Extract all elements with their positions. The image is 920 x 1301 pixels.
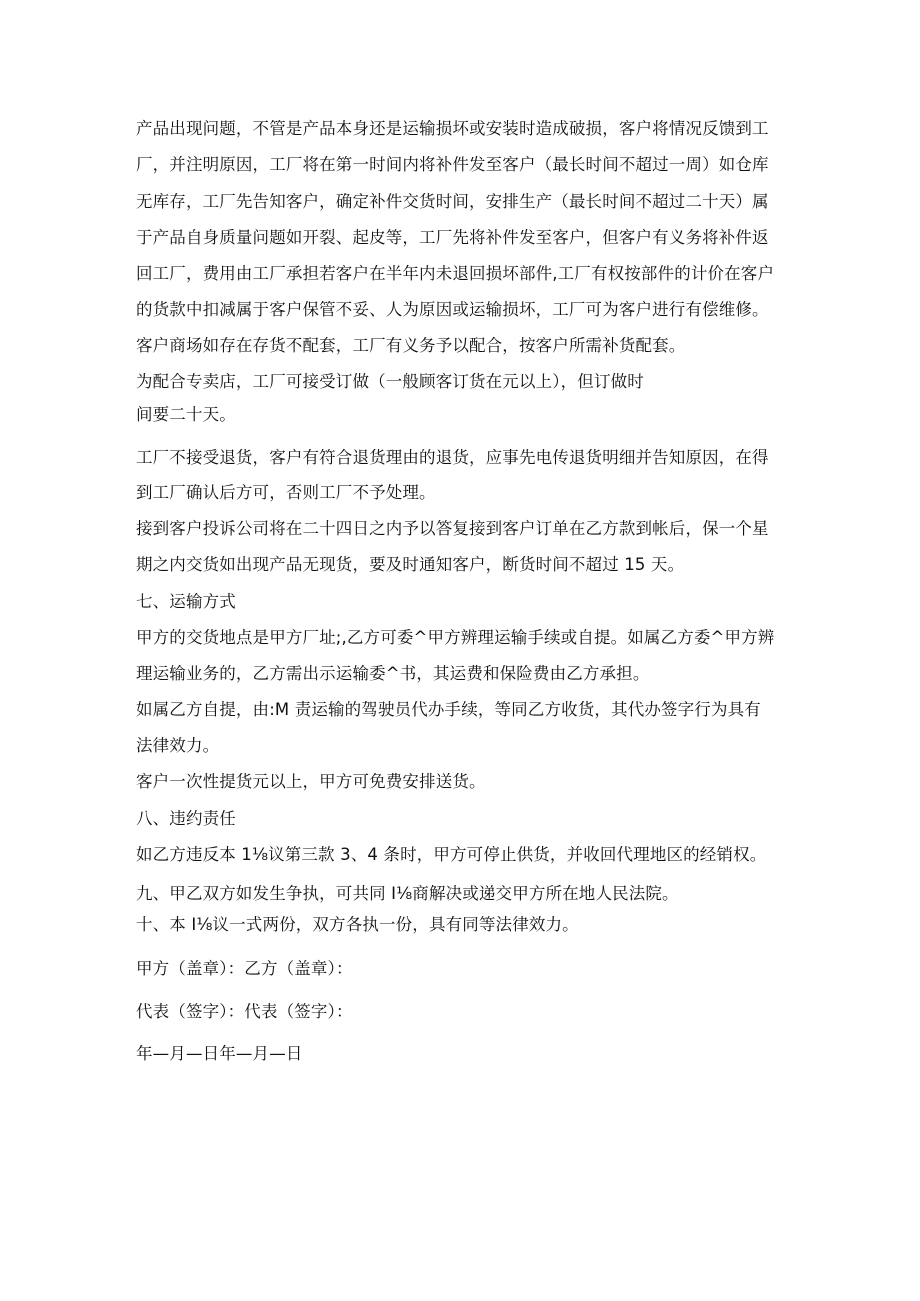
paragraph-line: 如乙方违反本 1⅛议第三款 3、4 条时，甲方可停止供货，并收回代理地区的经销权。 [136, 845, 767, 864]
signature-line-seal: 甲方（盖章）：乙方（盖章）： [136, 959, 353, 978]
paragraph-line: 的货款中扣减属于客户保管不妥、人为原因或运输损坏，工厂可为客户进行有偿维修。 [136, 300, 769, 319]
paragraph-line: 十、本 I⅛议一式两份，双方各执一份，具有同等法律效力。 [136, 915, 579, 934]
paragraph-line: 理运输业务的，乙方需出示运输委^书，其运费和保险费由乙方承担。 [136, 664, 650, 683]
paragraph-line: 产品出现问题，不管是产品本身还是运输损坏或安装时造成破损，客户将情况反馈到工 [136, 119, 769, 138]
section-heading: 七、运输方式 [136, 592, 236, 611]
signature-line-representative: 代表（签字）：代表（签字）： [136, 1002, 353, 1021]
paragraph-line: 期之内交货如出现产品无现货，要及时通知客户，断货时间不超过 15 天。 [136, 555, 685, 574]
paragraph-line: 甲方的交货地点是甲方厂址;,乙方可委^甲方辨理运输手续或自提。如属乙方委^甲方辨 [136, 628, 775, 647]
paragraph-line: 到工厂确认后方可，否则工厂不予处理。 [136, 483, 436, 502]
paragraph-line: 九、甲乙双方如发生争执，可共同 I⅛商解决或递交甲方所在地人民法院。 [136, 884, 679, 903]
paragraph-line: 于产品自身质量问题如开裂、起皮等，工厂先将补件发至客户，但客户有义务将补件返 [136, 228, 769, 247]
paragraph-line: 回工厂，费用由工厂承担若客户在半年内未退回损坏部件,工厂有权按部件的计价在客户 [136, 264, 775, 283]
paragraph-line: 接到客户投诉公司将在二十四日之内予以答复接到客户订单在乙方款到帐后，保一个星 [136, 519, 769, 538]
paragraph-line: 客户商场如存在存货不配套，工厂有义务予以配合，按客户所需补货配套。 [136, 336, 686, 355]
signature-line-date: 年—月—日年—月—日 [136, 1044, 303, 1063]
paragraph-line: 为配合专卖店，工厂可接受订做（一般顾客订货在元以上），但订做时 [136, 372, 644, 391]
paragraph-line: 厂，并注明原因，工厂将在第一时间内将补件发至客户（最长时间不超过一周）如仓库 [136, 155, 769, 174]
paragraph-line: 如属乙方自提，由:M 责运输的驾驶员代办手续，等同乙方收货，其代办签字行为具有 [136, 700, 761, 719]
section-heading: 八、违约责任 [136, 809, 236, 828]
paragraph-line: 客户一次性提货元以上，甲方可免费安排送货。 [136, 772, 486, 791]
paragraph-line: 无库存，工厂先告知客户，确定补件交货时间，安排生产（最长时间不超过二十天）属 [136, 192, 769, 211]
paragraph-line: 工厂不接受退货，客户有符合退货理由的退货，应事先电传退货明细并告知原因，在得 [136, 448, 769, 467]
paragraph-line: 法律效力。 [136, 736, 220, 755]
paragraph-line: 间要二十天。 [136, 405, 236, 424]
